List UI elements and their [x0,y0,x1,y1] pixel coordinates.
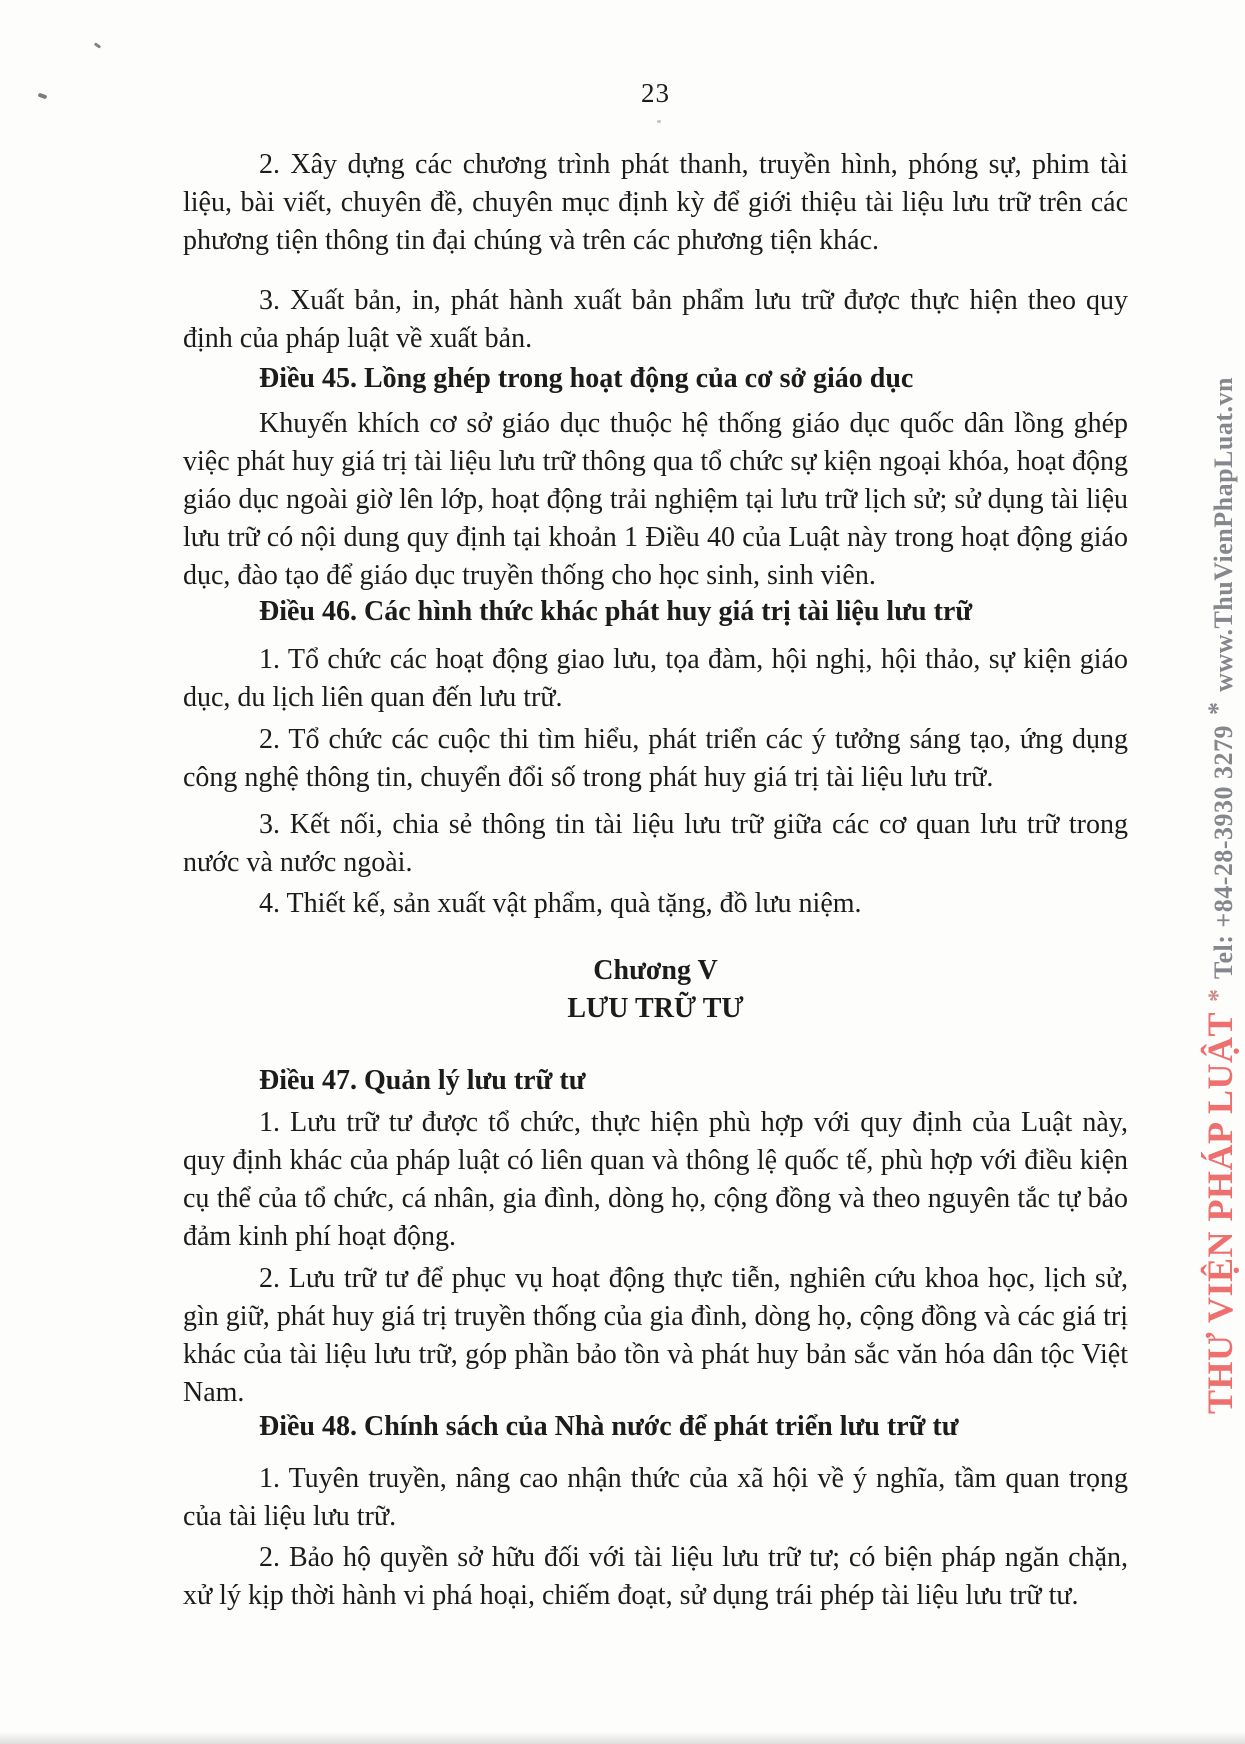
article-48-heading: Điều 48. Chính sách của Nhà nước để phát triển lưu trữ tư [259,1411,959,1442]
watermark-asterisk-icon: * [1203,701,1232,715]
article-48-item-2: 2. Bảo hộ quyền sở hữu đối với tài liệu lưu trữ tư; có biện pháp ngăn chặn, xử lý kịp thời hành vi phá hoại, chiếm đoạt, sử dụng trái phép tài liệu lưu trữ tư. [183,1542,1128,1611]
article-46-item-4: 4. Thiết kế, sản xuất vật phẩm, quà tặng, đồ lưu niệm. [259,888,862,919]
watermark-website: www.ThuVienPhapLuat.vn [1209,377,1238,692]
article-45-heading: Điều 45. Lồng ghép trong hoạt động của cơ sở giáo dục [259,363,914,394]
chapter-label: Chương V [593,955,718,986]
scan-edge-shadow [0,1732,1245,1744]
article-46-item-1: 1. Tổ chức các hoạt động giao lưu, tọa đàm, hội nghị, hội thảo, sự kiện giáo dục, du lịch liên quan đến lưu trữ. [183,644,1128,713]
watermark-sidebar [1199,377,1241,1414]
article-46-heading: Điều 46. Các hình thức khác phát huy giá trị tài liệu lưu trữ [259,596,973,627]
article-47-item-1: 1. Lưu trữ tư được tổ chức, thực hiện phù hợp với quy định của Luật này, quy định khác của pháp luật có liên quan và thông lệ quốc tế, phù hợp với điều kiện cụ thể của tổ chức, cá nhân, gia đình, dòng họ, cộng đồng và theo nguyên tắc tự bảo đảm kinh phí hoạt động. [183,1107,1128,1252]
article-48-item-1: 1. Tuyên truyền, nâng cao nhận thức của xã hội về ý nghĩa, tầm quan trọng của tài liệu lưu trữ. [183,1463,1128,1532]
paragraph-iii-3: 3. Xuất bản, in, phát hành xuất bản phẩm lưu trữ được thực hiện theo quy định của pháp luật về xuất bản. [183,285,1128,354]
scan-speck [38,93,48,100]
article-46-item-3: 3. Kết nối, chia sẻ thông tin tài liệu lưu trữ giữa các cơ quan lưu trữ trong nước và nước ngoài. [183,809,1128,878]
article-45-body: Khuyến khích cơ sở giáo dục thuộc hệ thống giáo dục quốc dân lồng ghép việc phát huy giá trị tài liệu lưu trữ thông qua tổ chức sự kiện ngoại khóa, hoạt động giáo dục ngoài giờ lên lớp, hoạt động trải nghiệm tại lưu trữ lịch sử; sử dụng tài liệu lưu trữ có nội dung quy định tại khoản 1 Điều 40 của Luật này trong hoạt động giáo dục, đào tạo để giáo dục truyền thống cho học sinh, sinh viên. [183,408,1128,591]
watermark-asterisk-icon: * [1203,988,1232,1002]
paragraph-iii-2: 2. Xây dựng các chương trình phát thanh, truyền hình, phóng sự, phim tài liệu, bài viết, chuyên đề, chuyên mục định kỳ để giới thiệu tài liệu lưu trữ trên các phương tiện thông tin đại chúng và trên các phương tiện khác. [183,149,1128,256]
watermark-telephone: Tel: +84-28-3930 3279 [1209,724,1238,979]
page-number: 23 [641,78,670,108]
chapter-heading [183,952,1128,1028]
chapter-title: LƯU TRỮ TƯ [567,993,744,1024]
watermark-brand-text: THƯ VIỆN PHÁP LUẬT [1200,1011,1240,1414]
article-47-heading: Điều 47. Quản lý lưu trữ tư [259,1065,586,1096]
scan-speck [657,120,661,123]
article-46-item-2: 2. Tổ chức các cuộc thi tìm hiểu, phát triển các ý tưởng sáng tạo, ứng dụng công nghệ thông tin, chuyển đổi số trong phát huy giá trị tài liệu lưu trữ. [183,724,1128,793]
scan-speck [94,42,101,48]
article-47-item-2: 2. Lưu trữ tư để phục vụ hoạt động thực tiễn, nghiên cứu khoa học, lịch sử, gìn giữ, phát huy giá trị truyền thống của gia đình, dòng họ, cộng đồng và các giá trị khác của tài liệu lưu trữ, góp phần bảo tồn và phát huy bản sắc văn hóa dân tộc Việt Nam. [183,1263,1128,1408]
